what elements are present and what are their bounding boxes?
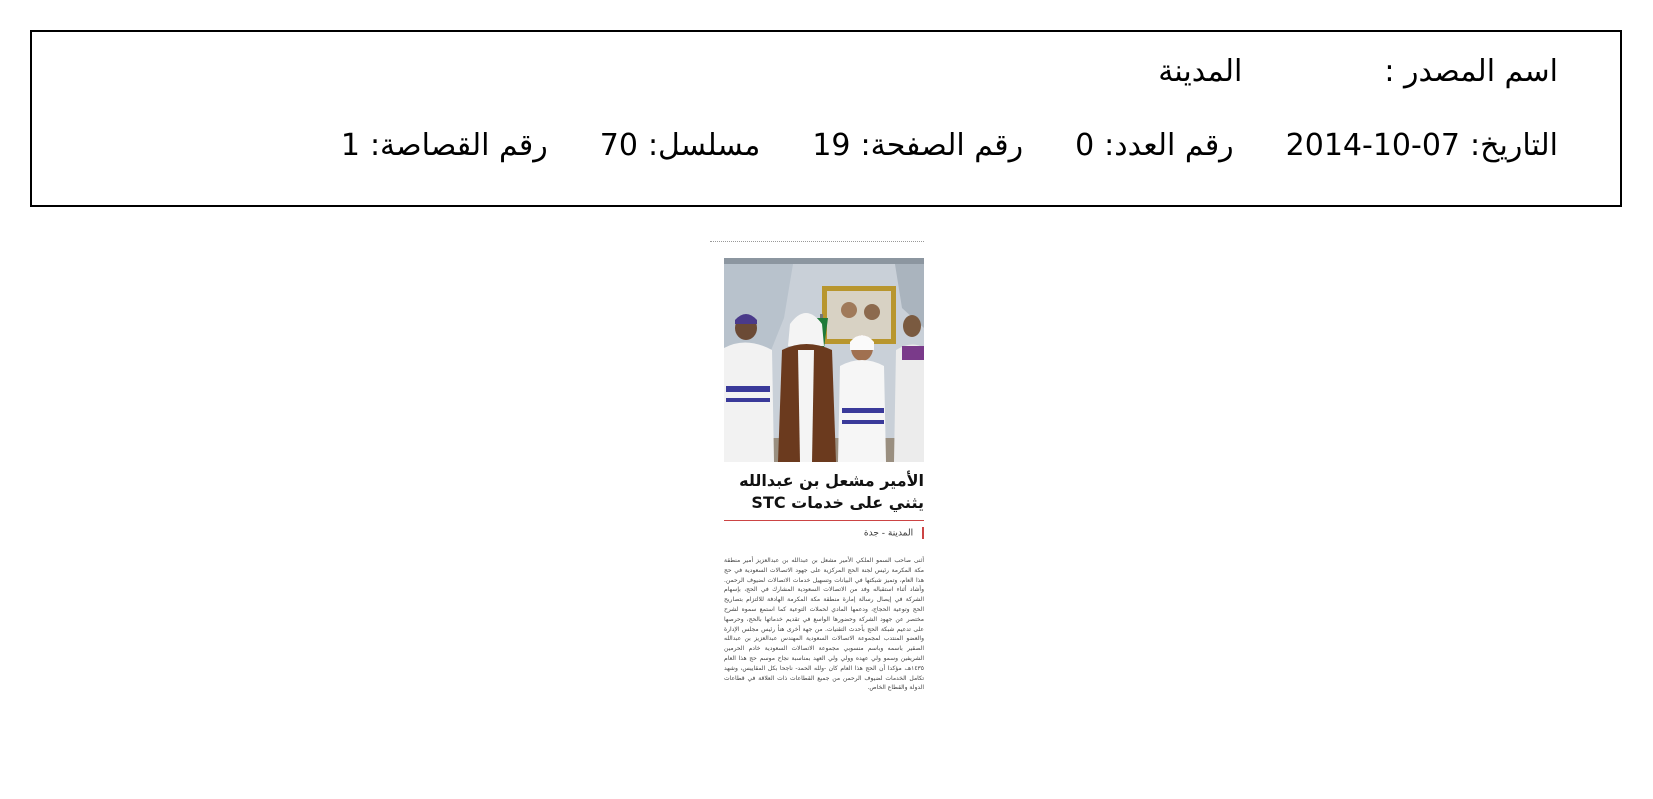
clipping-headline: الأمير مشعل بن عبدالله يثني على خدمات STC	[739, 471, 924, 512]
issue-label: رقم العدد:	[1104, 128, 1234, 163]
issue-value: 0	[1075, 128, 1095, 163]
newspaper-clipping	[710, 238, 924, 774]
serial-label: مسلسل:	[647, 128, 761, 163]
source-row	[1158, 54, 1558, 89]
news-photo-illustration	[724, 258, 924, 462]
issue-field	[1075, 128, 1234, 163]
source-value: المدينة	[1158, 54, 1243, 89]
clip-number-value: 1	[340, 128, 360, 163]
top-dotted-rule	[710, 241, 924, 242]
date-value: 2014-10-07	[1285, 128, 1461, 163]
clip-number-label: رقم القصاصة:	[369, 128, 548, 163]
date-label: التاريخ:	[1470, 128, 1558, 163]
page-label: رقم الصفحة:	[860, 128, 1024, 163]
news-photo	[724, 258, 924, 462]
clipping-body: أثنى صاحب السمو الملكي الأمير مشعل بن عبدالله بن عبدالعزيز أمير منطقة مكة المكرمة رئيس لجنة الحج المركزية على جهود الاتصالات السعودية في حج هذا العام، وتميز شبكتها في البيانات وتسهيل خدمات الاتصالات لضيوف الرحمن. وأشاد أثناء استقباله وفد من الاتصالات السعودية المشارك في الحج، بإسهام الشركة في إيصال رسالة إمارة منطقة مكة المكرمة الهادفة للالتزام بتصاريح الحج وتوعية الحجاج، ودعمها المادي لحملات التوعية كما استمع سموه لشرح مختصر عن جهود الشركة وحضورها الواسع في تقديم خدماتها بالحج، وحرصها على تدعيم شبكة الحج بأحدث التقنيات. من جهة أخرى هنأ رئيس مجلس الإدارة والعضو المنتدب لمجموعة الاتصالات السعودية المهندس عبدالعزيز بن عبدالله الصقير باسمه وباسم منسوبي مجموعة الاتصالات السعودية خادم الحرمين الشريفين وسمو ولي عهده وولي ولي العهد بمناسبة نجاح موسم حج هذا العام ١٤٣٥هـ، مؤكدا أن الحج هذا العام كان -ولله الحمد- ناجحا بكل المقاييس، وشهد تكامل الخدمات لضيوف الرحمن من جميع القطاعات ذات العلاقة في قطاعات الدولة والقطاع الخاص.	[724, 557, 924, 692]
header-box	[30, 30, 1622, 207]
clip-number-field	[341, 128, 548, 163]
byline-accent-bar	[922, 527, 924, 539]
clipping-byline: المدينة - جدة	[863, 528, 914, 539]
serial-value: 70	[599, 128, 638, 163]
date-field	[1286, 128, 1558, 163]
source-label: اسم المصدر :	[1384, 54, 1558, 89]
meta-row	[341, 128, 1558, 163]
serial-field	[600, 128, 761, 163]
page-field	[812, 128, 1023, 163]
clipping-byline-row	[724, 520, 924, 539]
page-value: 19	[812, 128, 851, 163]
